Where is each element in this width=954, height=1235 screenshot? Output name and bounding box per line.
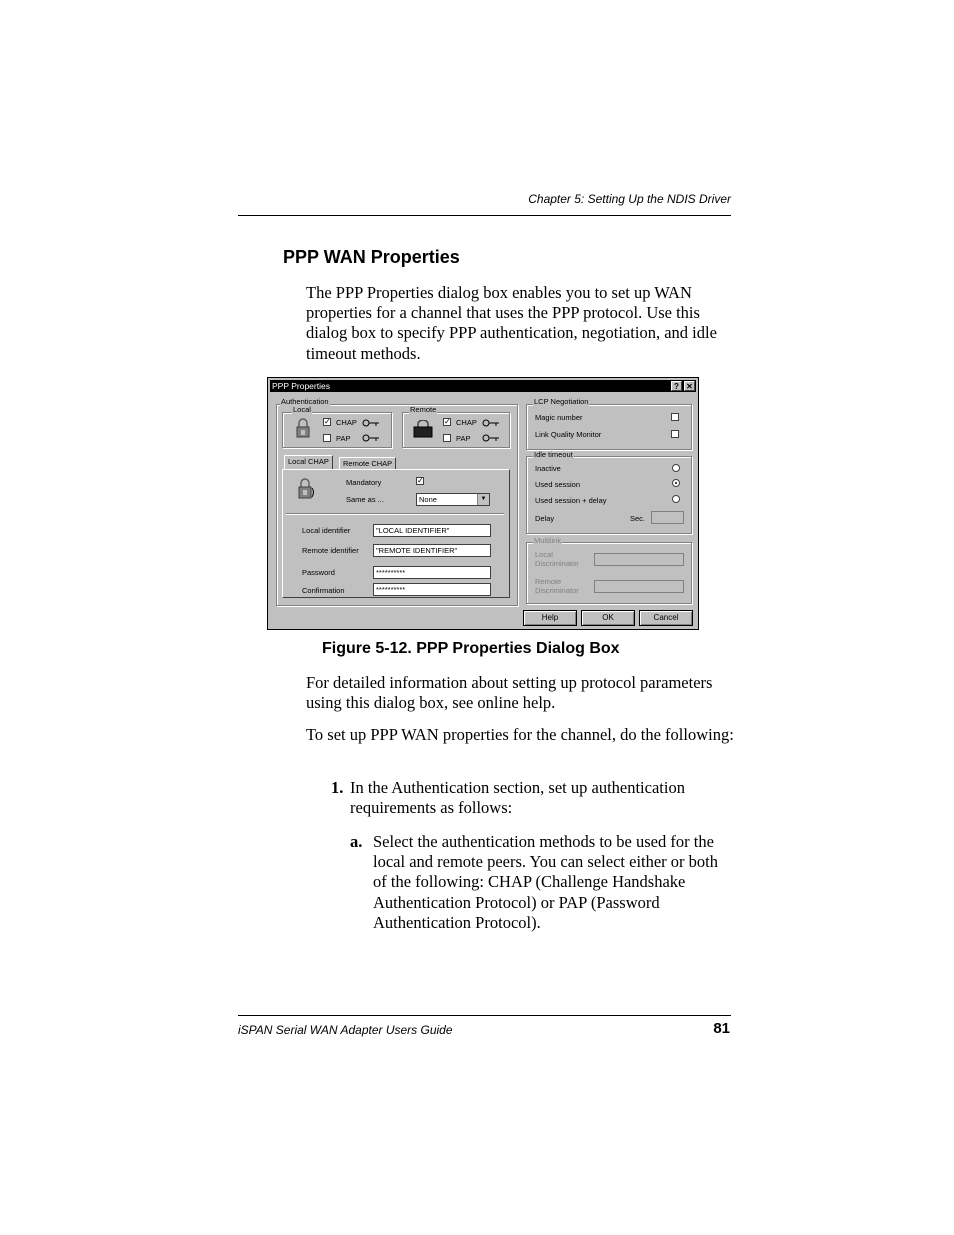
multilink-label: Multilink bbox=[534, 536, 562, 545]
ok-button[interactable]: OK bbox=[581, 610, 635, 626]
remote-discriminator-input[interactable] bbox=[594, 580, 684, 593]
lock-icon bbox=[294, 418, 312, 438]
same-as-label: Same as ... bbox=[346, 495, 384, 504]
used-session-delay-radio[interactable] bbox=[672, 495, 680, 503]
password-input[interactable]: ********** bbox=[373, 566, 491, 579]
confirmation-label: Confirmation bbox=[302, 586, 345, 595]
substep-text: Select the authentication methods to be used for the local and remote peers. You can select either or both of the following: CHAP (Challenge Handshake Authentication Protocol) or PAP (Password Authentication Protocol). bbox=[373, 832, 719, 932]
local-pap-checkbox[interactable] bbox=[323, 434, 331, 442]
local-pap-label: PAP bbox=[336, 434, 351, 443]
help-button[interactable]: Help bbox=[523, 610, 577, 626]
local-discriminator-label-2: Discriminator bbox=[535, 559, 579, 568]
password-label: Password bbox=[302, 568, 335, 577]
remote-identifier-input[interactable]: "REMOTE IDENTIFIER" bbox=[373, 544, 491, 557]
sec-label: Sec. bbox=[630, 514, 646, 523]
lcp-negotiation-label: LCP Negotiation bbox=[534, 397, 589, 406]
local-discriminator-label-1: Local bbox=[535, 550, 553, 559]
ppp-properties-dialog bbox=[267, 377, 699, 630]
same-as-value: None bbox=[419, 495, 437, 504]
authentication-label: Authentication bbox=[281, 397, 329, 406]
section-title: PPP WAN Properties bbox=[283, 247, 460, 267]
figure-caption: Figure 5-12. PPP Properties Dialog Box bbox=[322, 640, 620, 657]
help-title-button[interactable]: ? bbox=[671, 381, 682, 391]
lock-icon bbox=[296, 478, 316, 500]
help-paragraph: For detailed information about setting up protocol parameters using this dialog box, see online help. bbox=[306, 673, 713, 713]
key-icon bbox=[362, 434, 380, 442]
setup-paragraph: To set up PPP WAN properties for the channel, do the following: bbox=[306, 725, 734, 744]
remote-pap-label: PAP bbox=[456, 434, 471, 443]
used-session-radio[interactable] bbox=[672, 479, 680, 487]
magic-number-label: Magic number bbox=[535, 413, 583, 422]
step-number: 1. bbox=[331, 778, 344, 797]
used-session-delay-label: Used session + delay bbox=[535, 496, 607, 505]
header-rule bbox=[238, 215, 731, 216]
chevron-down-icon[interactable]: ▼ bbox=[477, 494, 489, 505]
inactive-radio[interactable] bbox=[672, 464, 680, 472]
tab-local-chap[interactable]: Local CHAP bbox=[284, 455, 333, 469]
panel-divider bbox=[286, 513, 504, 515]
inactive-label: Inactive bbox=[535, 464, 561, 473]
delay-label: Delay bbox=[535, 514, 555, 523]
remote-chap-checkbox[interactable]: ✓ bbox=[444, 417, 451, 426]
local-chap-checkbox[interactable]: ✓ bbox=[324, 417, 331, 426]
remote-discriminator-label-2: Discriminator bbox=[535, 586, 579, 595]
idle-timeout-label: Idle timeout bbox=[534, 450, 573, 459]
intro-paragraph: The PPP Properties dialog box enables you to set up WAN properties for a channel that uses the PPP protocol. Use this dialog box to specify PPP authentication, negotiation, and idle timeout methods. bbox=[306, 283, 717, 363]
cancel-button[interactable]: Cancel bbox=[639, 610, 693, 626]
footer-guide-title: iSPAN Serial WAN Adapter Users Guide bbox=[238, 1023, 453, 1037]
link-quality-checkbox[interactable] bbox=[671, 430, 679, 438]
confirmation-input[interactable]: ********** bbox=[373, 583, 491, 596]
remote-discriminator-label-1: Remote bbox=[535, 577, 562, 586]
footer-rule bbox=[238, 1015, 731, 1016]
remote-pap-checkbox[interactable] bbox=[443, 434, 451, 442]
local-discriminator-input[interactable] bbox=[594, 553, 684, 566]
key-icon bbox=[362, 419, 380, 427]
page-number: 81 bbox=[713, 1020, 730, 1037]
close-title-button[interactable]: ✕ bbox=[684, 381, 695, 391]
same-as-select[interactable] bbox=[416, 493, 490, 506]
mandatory-checkbox[interactable]: ✓ bbox=[417, 476, 424, 485]
used-session-label: Used session bbox=[535, 480, 581, 489]
magic-number-checkbox[interactable] bbox=[671, 413, 679, 421]
lcp-negotiation-group bbox=[526, 404, 692, 450]
remote-chap-label: CHAP bbox=[456, 418, 477, 427]
remote-identifier-label: Remote identifier bbox=[302, 546, 359, 555]
local-chap-label: CHAP bbox=[336, 418, 357, 427]
dialog-titlebar bbox=[270, 380, 696, 392]
tab-remote-chap[interactable]: Remote CHAP bbox=[339, 457, 396, 470]
running-header: Chapter 5: Setting Up the NDIS Driver bbox=[528, 192, 731, 206]
step-text: In the Authentication section, set up authentication requirements as follows: bbox=[350, 778, 685, 818]
local-label: Local bbox=[293, 405, 311, 414]
link-quality-label: Link Quality Monitor bbox=[535, 430, 602, 439]
dialog-title: PPP Properties bbox=[272, 381, 330, 391]
local-identifier-label: Local identifier bbox=[302, 526, 351, 535]
substep-letter: a. bbox=[350, 832, 363, 851]
local-identifier-input[interactable]: "LOCAL IDENTIFIER" bbox=[373, 524, 491, 537]
remote-label: Remote bbox=[410, 405, 437, 414]
key-icon bbox=[482, 419, 500, 427]
mandatory-label: Mandatory bbox=[346, 478, 382, 487]
delay-seconds-input[interactable] bbox=[651, 511, 684, 524]
key-icon bbox=[482, 434, 500, 442]
lock-icon bbox=[412, 420, 434, 438]
